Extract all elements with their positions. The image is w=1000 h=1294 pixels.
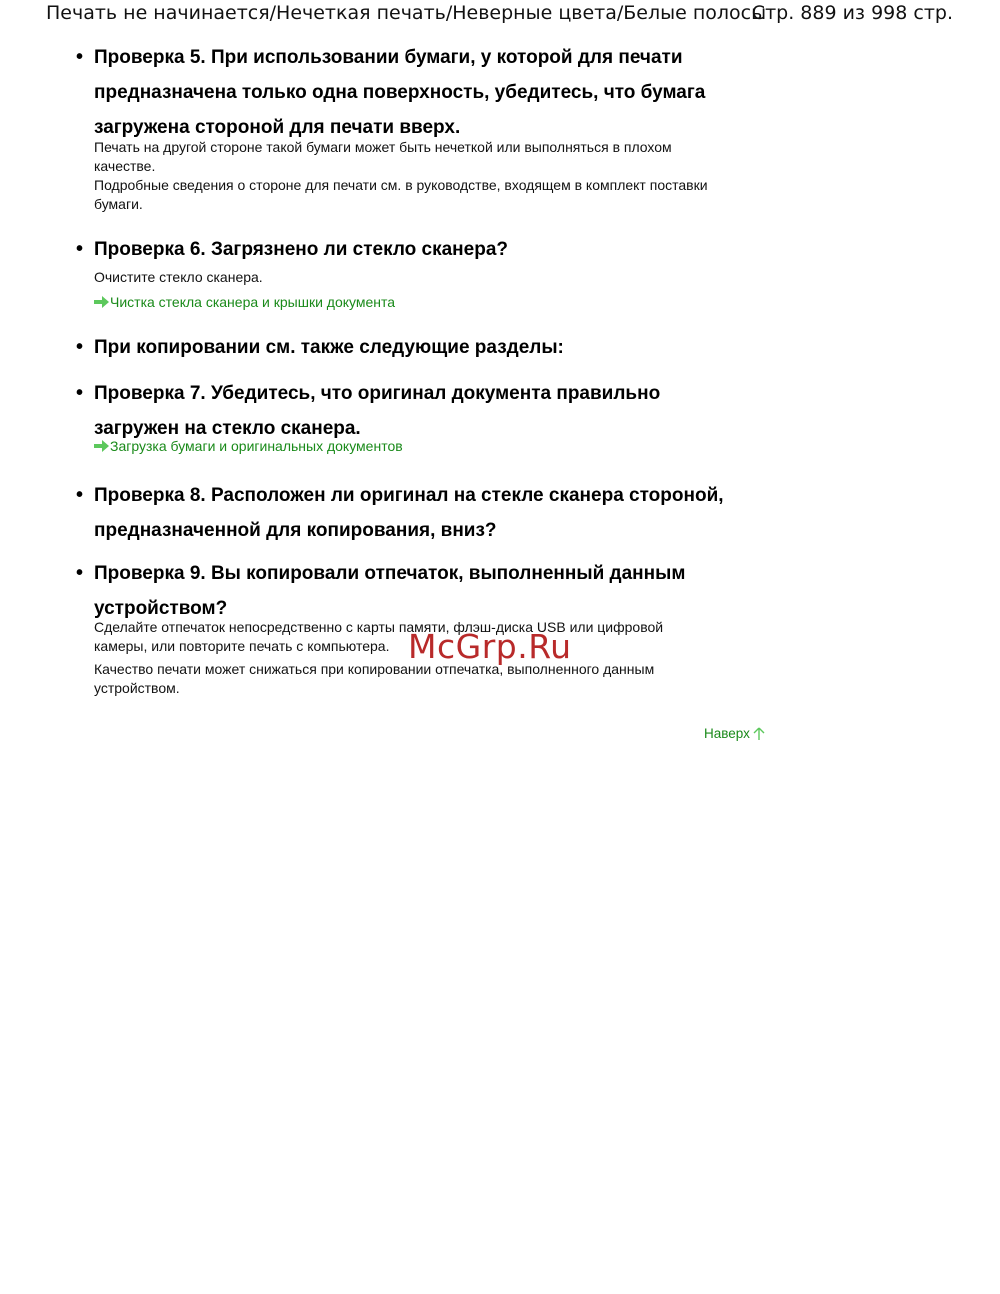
bullet: • (76, 484, 84, 506)
arrow-right-icon (94, 296, 109, 308)
check-7-item (76, 376, 764, 457)
bullet: • (76, 336, 84, 358)
page-header-title: Печать не начинается/Нечеткая печать/Неверные цвета/Белые полосы (46, 2, 767, 24)
paper-loading-link[interactable]: Загрузка бумаги и оригинальных документов (94, 437, 403, 455)
check-5-item (76, 40, 764, 213)
bullet: • (76, 46, 84, 68)
arrow-up-icon (753, 727, 765, 741)
check-7-heading: Проверка 7. Убедитесь, что оригинал документа правильно загружен на стекло сканера. (94, 383, 661, 439)
bullet: • (76, 238, 84, 260)
check-9-paragraph-2: Качество печати может снижаться при копировании отпечатка, выполненного данным устройством. (94, 661, 655, 696)
check-9-heading: Проверка 9. Вы копировали отпечаток, выполненный данным устройством? (94, 563, 686, 619)
check-5-heading: Проверка 5. При использовании бумаги, у которой для печати предназначена только одна поверхность, убедитесь, что бумага загружена стороной для печати вверх. (94, 47, 706, 138)
check-5-paragraph-2: Подробные сведения о стороне для печати см. в руководстве, входящем в комплект поставки бумаги. (94, 177, 708, 212)
copy-sections-item (76, 330, 764, 365)
check-9-paragraph-1: Сделайте отпечаток непосредственно с карты памяти, флэш-диска USB или цифровой камеры, или повторите печать с компьютера. (94, 619, 664, 654)
page-number: Стр. 889 из 998 стр. (751, 2, 953, 24)
check-5-paragraph-1: Печать на другой стороне такой бумаги может быть нечеткой или выполняться в плохом качестве. (94, 139, 672, 174)
check-6-heading: Проверка 6. Загрязнено ли стекло сканера? (94, 239, 509, 260)
bullet: • (76, 382, 84, 404)
arrow-right-icon (94, 440, 109, 452)
check-8-item (76, 478, 764, 548)
scanner-cleaning-link[interactable]: Чистка стекла сканера и крышки документа (94, 293, 395, 311)
watermark: McGrp.Ru (408, 627, 572, 666)
check-6-item (76, 232, 764, 313)
bullet: • (76, 562, 84, 584)
check-6-paragraph: Очистите стекло сканера. (94, 269, 263, 285)
copy-sections-heading: При копировании см. также следующие разделы: (94, 337, 564, 358)
check-8-heading: Проверка 8. Расположен ли оригинал на стекле сканера стороной, предназначенной для копирования, вниз? (94, 485, 724, 541)
back-to-top-link[interactable]: Наверх (704, 726, 765, 741)
